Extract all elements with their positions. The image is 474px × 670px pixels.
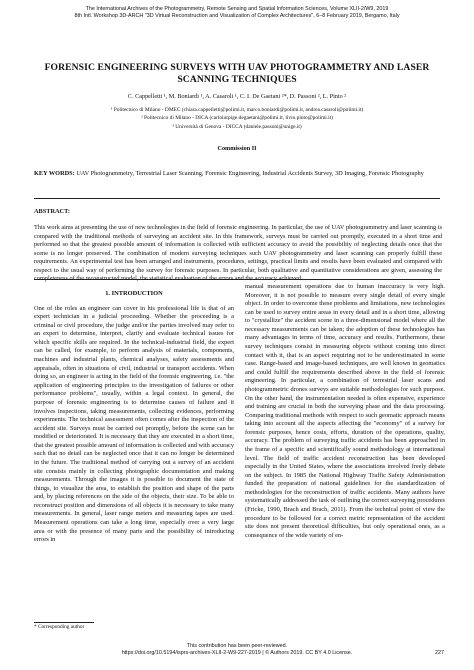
paper-title xyxy=(40,62,434,85)
section-heading-introduction: 1. INTRODUCTION xyxy=(105,290,163,297)
affiliations xyxy=(30,106,444,131)
footnote: * Corresponding author xyxy=(34,624,85,630)
title-line-2: SCANNING TECHNIQUES xyxy=(177,73,297,85)
body-column-left xyxy=(34,283,234,545)
footer-doi-link[interactable]: https://doi.org/10.5194/isprs-archives-XLII-2-W9-227-2019 | © Authors 2019. CC BY 4.0 License. xyxy=(121,650,353,656)
header-line-2: 8th Intl. Workshop 3D-ARCH "3D Virtual Reconstruction and Visualization of Complex Architectures", 6–8 February 2019, Bergamo, Italy xyxy=(74,13,400,19)
footer-line-1: This contribution has been peer-reviewed. xyxy=(186,643,288,649)
body-paragraph: One of the roles an engineer can cover in his professional life is that of an expert technician in a judicial proceeding. Whether the proceeding is a criminal or civil procedure, the judge and/or the parties involved may refer to an expert to determine, interpret, clarify and evaluate technical issues for which specific skills are required. In the technical-industrial field, the expert can be called, for example, to perform analysis of materials, components, machines and industrial plants, chemical analyses, safety assessments and appraisals, often in situations of civil, industrial or transport accidents. When doing so, an engineer is acting in the field of the forensic engineering, i.e. "the application of engineering principles to the investigation of failures or other performance problems", usually, within a legal context. In general, the purpose of forensic engineering is to determine causes of failure and it involves inspections, taking measurements, collecting evidences, performing experiments. The technical assessment often comes after the inspection of the accident site. Surveys must be carried out promptly, before the scene can be modified or deteriorated. It is necessary that they are executed in a short time, that the greatest possible amount of information is collected and with accuracy such that no detail can be neglected once that it can no longer be determined in the future. The traditional method of carrying out a survey of an accident site consists mainly in collecting photographic documentation and making measurements. Through the images it is possible to document the state of things, to visualize the area, to establish the position and shape of the parts and, by placing references on the side of the objects, their size. To be able to reconstruct position and dimensions of all objects it is necessary to take many measurements. In general, laser range meters and measuring tapes are used. Measurement operations can take a long time, especially over a very large area or with the presence of many parts and the possibility of introducing errors in xyxy=(34,304,234,544)
affiliation-1: ¹ Politecnico di Milano - DMEC (chiara.cappelletti@polimi.it, marco.boniardi@polimi.it, andrea.casaroli@polimi.it) xyxy=(110,107,364,113)
affiliation-3: ³ Università di Genova - DICCA (daniele.passoni@unige.it) xyxy=(172,123,302,130)
keywords-label: KEY WORDS: xyxy=(34,170,75,177)
running-header xyxy=(14,6,460,20)
keywords-text: UAV Photogrammetry, Terrestrial Laser Scanning, Forensic Engineering, Industrial Accidents Survey, 3D Imaging, Forensic Photography xyxy=(76,170,424,177)
divider-top xyxy=(34,198,440,199)
commission-label: Commission II xyxy=(217,145,257,152)
author-list: C. Cappelletti ¹, M. Boniardi ¹, A. Casaroli ¹, C. I. De Gaetani ²*, D. Passoni ², L. Pinto ² xyxy=(127,93,347,100)
header-line-1: The International Archives of the Photogrammetry, Remote Sensing and Spatial Information Sciences, Volume XLII-2/W9, 2019 xyxy=(85,6,389,12)
affiliation-2: ² Politecnico di Milano - DICA (carloiurpige.degaetani@polimi.it, livio.pinto@polimi.it) xyxy=(141,115,333,122)
abstract-heading: ABSTRACT: xyxy=(34,208,70,215)
abstract-text: This work aims at presenting the use of new technologies in the field of forensic engineering. In particular, the use of UAV photogrammetry and laser scanning is compared with the traditional methods of surveying an accident site. In this framework, surveys must be carried out promptly, executed in a short time and performed so that the greatest possible amount of information is collected with sufficient accuracy to avoid the possibility of neglecting details once that the scene is no longer preserved. The combination of modern surveying techniques such UAV photogrammetry and laser scanning can properly fulfill these requirements. An experimental test has been arranged and instruments, procedures, settings, practical limits and results have been evaluated and compared with respect to the usual way of performing the survey for forensic purposes. In particular, both qualitative and quantitative considerations are given, assessing the completeness of the reconstructed model, the statistical evaluation of the errors and the accuracy achieved. xyxy=(34,224,442,282)
page-number: 227 xyxy=(435,650,444,656)
body-paragraph: manual measurement operations due to human inaccuracy is very high. Moreover, it is not possible to measure every single detail of every single object. In order to overcome these problems and limitations, new technologies can be used to survey entire areas in every detail and in a short time, allowing to "crystallize" the accident scene in a three-dimensional model where all the necessary measurements can be taken; the adoption of these technologies has many advantages in terms of time, accuracy and results. Furthermore, these survey techniques consist in measuring objects without coming into direct contact with it, that is an aspect requiring not to be underestimated in some case. Range-based and image-based techniques, are well known in geomatics and could fulfill the requirements described above in the field of forensic engineering. In particular, a combination of terrestrial laser scans and photogrammetric drones surveys are suitable methodologies for such purpose. On the other hand, the instrumentation needed is often expensive, experience and training are crucial in both the surveying phase and the data processing. Comparing traditional methods with respect to such geomatic approach means taking into account all the aspects affecting the "economy" of a survey for forensic purposes, hence costs, efforts, duration of the operations, quality, accuracy. The problem of surveying traffic accidents has been approached in the frame of a specific and scientifically sound methodology at international level. The field of traffic accident reconstruction has been developed especially in the United States, where the associations involved freely debate on the subject. In 1985 the National Highway Traffic Safety Administration funded the preparation of national guidelines for the standardization of methodologies for the reconstruction of traffic accidents. Many authors have systematically addressed the task of outlining the correct surveying procedures (Fricke, 1990, Brach and Brach, 2011). From the technical point of view the procedure to be followed for a correct metric representation of the accident site does not present theoretical difficulties, but only operational ones, as a consequence of the wide variety of en- xyxy=(245,283,445,539)
title-line-1: FORENSIC ENGINEERING SURVEYS WITH UAV PHOTOGRAMMETRY AND LASER xyxy=(44,62,430,73)
keywords-block xyxy=(34,170,444,179)
divider-bottom xyxy=(34,279,440,280)
footnote-rule xyxy=(34,622,94,623)
body-column-right xyxy=(245,283,445,540)
page-footer xyxy=(14,643,460,657)
